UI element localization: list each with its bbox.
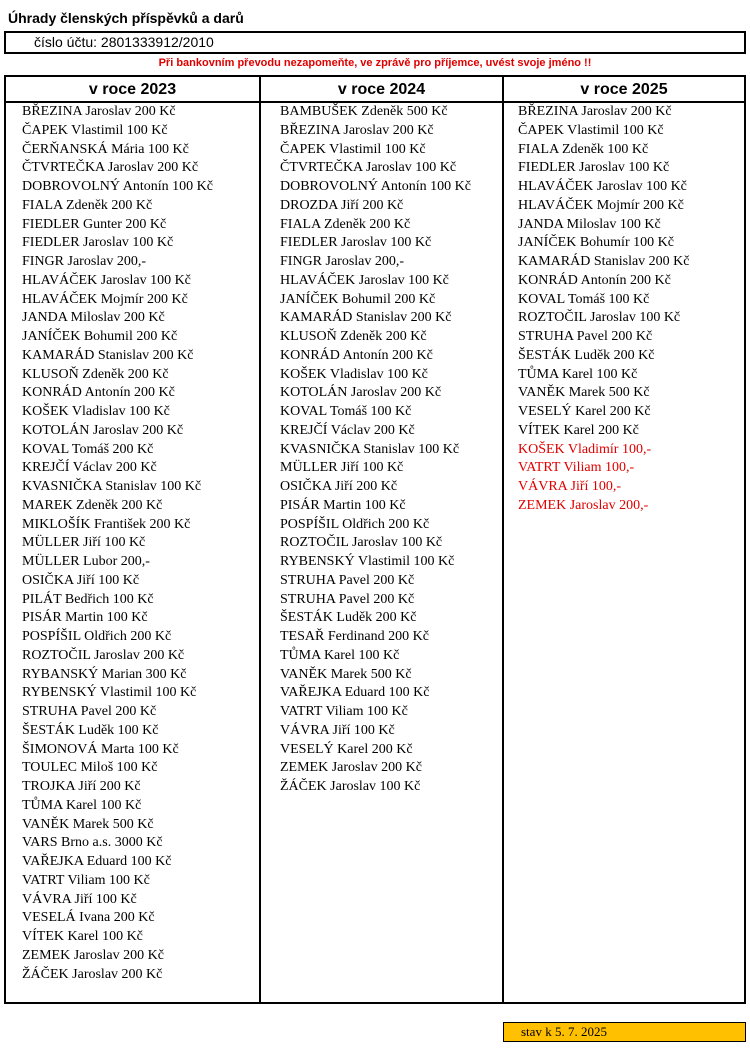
column-heading-2023: v roce 2023 xyxy=(6,77,259,103)
entries-list-2023 xyxy=(6,103,259,984)
list-item: MÜLLER Jiří 100 Kč xyxy=(22,535,146,551)
list-item: POSPÍŠIL Oldřich 200 Kč xyxy=(280,516,430,532)
list-item: OSIČKA Jiří 200 Kč xyxy=(280,479,398,494)
list-item: KREJČÍ Václav 200 Kč xyxy=(22,460,157,476)
list-item: TŮMA Karel 100 Kč xyxy=(22,797,142,813)
list-item: STRUHA Pavel 200 Kč xyxy=(22,704,157,719)
list-item: KOTOLÁN Jaroslav 200 Kč xyxy=(22,422,184,438)
list-item: FINGR Jaroslav 200,- xyxy=(280,254,405,269)
list-item: KONRÁD Antonín 200 Kč xyxy=(280,347,433,363)
entries-list-2025 xyxy=(504,103,744,516)
column-heading-2025: v roce 2025 xyxy=(504,77,744,103)
list-item: BŘEZINA Jaroslav 200 Kč xyxy=(22,104,176,119)
list-item: KOVAL Tomáš 100 Kč xyxy=(518,291,650,307)
list-item: VESELÁ Ivana 200 Kč xyxy=(22,910,155,926)
list-item: MÜLLER Lubor 200,- xyxy=(22,554,150,569)
list-item: DROZDA Jiří 200 Kč xyxy=(280,197,404,213)
list-item: JANDA Miloslav 200 Kč xyxy=(22,310,165,326)
list-item: FIEDLER Jaroslav 100 Kč xyxy=(280,235,432,251)
list-item: PILÁT Bedřich 100 Kč xyxy=(22,591,154,607)
list-item: KVASNIČKA Stanislav 100 Kč xyxy=(22,479,202,494)
account-number: číslo účtu: 2801333912/2010 xyxy=(34,34,214,50)
list-item: VÁVRA Jiří 100 Kč xyxy=(22,891,137,907)
column-heading-2024: v roce 2024 xyxy=(261,77,502,103)
list-item: ŠESTÁK Luděk 200 Kč xyxy=(280,610,417,626)
list-item: MAREK Zdeněk 200 Kč xyxy=(22,497,163,513)
list-item: VANĚK Marek 500 Kč xyxy=(280,666,412,682)
list-item: FIALA Zdeněk 200 Kč xyxy=(280,216,411,232)
list-item: KOTOLÁN Jaroslav 200 Kč xyxy=(280,385,442,401)
list-item: ČERŇANSKÁ Mária 100 Kč xyxy=(22,141,189,157)
list-item: TOULEC Miloš 100 Kč xyxy=(22,760,158,776)
list-item: ČAPEK Vlastimil 100 Kč xyxy=(280,141,426,157)
column-2024 xyxy=(261,77,504,1002)
list-item: STRUHA Pavel 200 Kč xyxy=(280,572,415,588)
list-item: BŘEZINA Jaroslav 200 Kč xyxy=(280,122,434,138)
list-item: ZEMEK Jaroslav 200,- xyxy=(518,497,649,513)
list-item: JANÍČEK Bohumír 100 Kč xyxy=(518,235,674,251)
list-item: VESELÝ Karel 200 Kč xyxy=(518,404,651,419)
list-item: VATRT Viliam 100,- xyxy=(518,460,635,476)
list-item: JANÍČEK Bohumil 200 Kč xyxy=(280,291,436,307)
list-item: RYBANSKÝ Marian 300 Kč xyxy=(22,666,187,682)
list-item: VANĚK Marek 500 Kč xyxy=(22,816,154,832)
list-item: OSIČKA Jiří 100 Kč xyxy=(22,572,140,588)
account-number-box xyxy=(4,31,746,54)
payment-notice: Při bankovním převodu nezapomeňte, ve zprávě pro příjemce, uvést svoje jméno !! xyxy=(158,57,592,69)
list-item: VAŘEJKA Eduard 100 Kč xyxy=(280,685,430,701)
list-item: KLUSOŇ Zdeněk 200 Kč xyxy=(22,366,169,382)
list-item: RYBENSKÝ Vlastimil 100 Kč xyxy=(22,685,197,701)
list-item: KONRÁD Antonín 200 Kč xyxy=(22,385,175,401)
list-item: FINGR Jaroslav 200,- xyxy=(22,254,147,269)
list-item: HLAVÁČEK Mojmír 200 Kč xyxy=(22,291,188,307)
list-item: FIALA Zdeněk 200 Kč xyxy=(22,197,153,213)
list-item: BŘEZINA Jaroslav 200 Kč xyxy=(518,104,672,119)
list-item: MÜLLER Jiří 100 Kč xyxy=(280,460,404,476)
list-item: FIEDLER Jaroslav 100 Kč xyxy=(22,235,174,251)
list-item: VARS Brno a.s. 3000 Kč xyxy=(22,835,163,851)
list-item: KONRÁD Antonín 200 Kč xyxy=(518,272,671,288)
list-item: KOVAL Tomáš 100 Kč xyxy=(280,404,412,419)
list-item: HLAVÁČEK Jaroslav 100 Kč xyxy=(518,179,687,194)
list-item: TROJKA Jiří 200 Kč xyxy=(22,779,141,794)
list-item: VÍTEK Karel 100 Kč xyxy=(22,929,143,944)
list-item: ROZTOČIL Jaroslav 100 Kč xyxy=(518,310,681,326)
list-item: ROZTOČIL Jaroslav 100 Kč xyxy=(280,535,443,551)
list-item: TŮMA Karel 100 Kč xyxy=(518,366,638,382)
list-item: ČAPEK Vlastimil 100 Kč xyxy=(518,122,664,138)
list-item: VÍTEK Karel 200 Kč xyxy=(518,422,639,438)
column-2025 xyxy=(504,77,744,1002)
list-item: HLAVÁČEK Jaroslav 100 Kč xyxy=(280,272,449,288)
entries-list-2024 xyxy=(261,103,502,797)
list-item: JANDA Miloslav 100 Kč xyxy=(518,216,661,232)
list-item: VÁVRA Jiří 100 Kč xyxy=(280,722,395,738)
list-item: KOVAL Tomáš 200 Kč xyxy=(22,441,154,457)
list-item: KAMARÁD Stanislav 200 Kč xyxy=(280,310,452,326)
list-item: ŠIMONOVÁ Marta 100 Kč xyxy=(22,741,179,757)
list-item: ZEMEK Jaroslav 200 Kč xyxy=(280,760,422,776)
list-item: TŮMA Karel 100 Kč xyxy=(280,647,400,663)
list-item: ŽÁČEK Jaroslav 200 Kč xyxy=(22,966,163,982)
list-item: FIEDLER Jaroslav 100 Kč xyxy=(518,160,670,176)
list-item: KLUSOŇ Zdeněk 200 Kč xyxy=(280,329,427,344)
list-item: KOŠEK Vladislav 100 Kč xyxy=(280,366,428,382)
list-item: KAMARÁD Stanislav 200 Kč xyxy=(22,347,194,363)
list-item: PISÁR Martin 100 Kč xyxy=(22,610,148,626)
list-item: ZEMEK Jaroslav 200 Kč xyxy=(22,947,164,963)
list-item: VANĚK Marek 500 Kč xyxy=(518,385,650,401)
payments-table xyxy=(4,75,746,1004)
list-item: KVASNIČKA Stanislav 100 Kč xyxy=(280,441,460,457)
page-title: Úhrady členských příspěvků a darů xyxy=(8,10,244,26)
list-item: HLAVÁČEK Jaroslav 100 Kč xyxy=(22,272,191,288)
list-item: DOBROVOLNÝ Antonín 100 Kč xyxy=(280,179,471,194)
list-item: BAMBUŠEK Zdeněk 500 Kč xyxy=(280,104,448,119)
list-item: STRUHA Pavel 200 Kč xyxy=(280,591,415,607)
list-item: VESELÝ Karel 200 Kč xyxy=(280,741,413,757)
list-item: TESAŘ Ferdinand 200 Kč xyxy=(280,629,429,644)
list-item: FIALA Zdeněk 100 Kč xyxy=(518,141,649,157)
list-item: KAMARÁD Stanislav 200 Kč xyxy=(518,254,690,269)
list-item: MIKLOŠÍK František 200 Kč xyxy=(22,516,191,532)
list-item: VATRT Viliam 100 Kč xyxy=(280,704,408,719)
column-2023 xyxy=(6,77,261,1002)
list-item: JANÍČEK Bohumil 200 Kč xyxy=(22,329,178,344)
status-date: stav k 5. 7. 2025 xyxy=(521,1024,607,1039)
list-item: ČTVRTEČKA Jaroslav 200 Kč xyxy=(22,160,199,176)
list-item: VATRT Viliam 100 Kč xyxy=(22,872,150,888)
list-item: DOBROVOLNÝ Antonín 100 Kč xyxy=(22,179,213,194)
status-date-box xyxy=(503,1022,746,1042)
list-item: KOŠEK Vladislav 100 Kč xyxy=(22,404,170,419)
list-item: STRUHA Pavel 200 Kč xyxy=(518,329,653,344)
list-item: ROZTOČIL Jaroslav 200 Kč xyxy=(22,647,185,663)
list-item: RYBENSKÝ Vlastimil 100 Kč xyxy=(280,554,455,569)
list-item: VÁVRA Jiří 100,- xyxy=(518,479,622,494)
list-item: FIEDLER Gunter 200 Kč xyxy=(22,216,167,232)
list-item: ŠESTÁK Luděk 200 Kč xyxy=(518,347,655,363)
list-item: POSPÍŠIL Oldřich 200 Kč xyxy=(22,629,172,644)
list-item: HLAVÁČEK Mojmír 200 Kč xyxy=(518,197,684,213)
list-item: KOŠEK Vladimír 100,- xyxy=(518,441,652,457)
list-item: VAŘEJKA Eduard 100 Kč xyxy=(22,854,172,869)
list-item: KREJČÍ Václav 200 Kč xyxy=(280,422,415,438)
list-item: ŠESTÁK Luděk 100 Kč xyxy=(22,722,159,738)
list-item: ŽÁČEK Jaroslav 100 Kč xyxy=(280,779,421,794)
list-item: PISÁR Martin 100 Kč xyxy=(280,497,406,513)
list-item: ČTVRTEČKA Jaroslav 100 Kč xyxy=(280,160,457,176)
list-item: ČAPEK Vlastimil 100 Kč xyxy=(22,122,168,138)
